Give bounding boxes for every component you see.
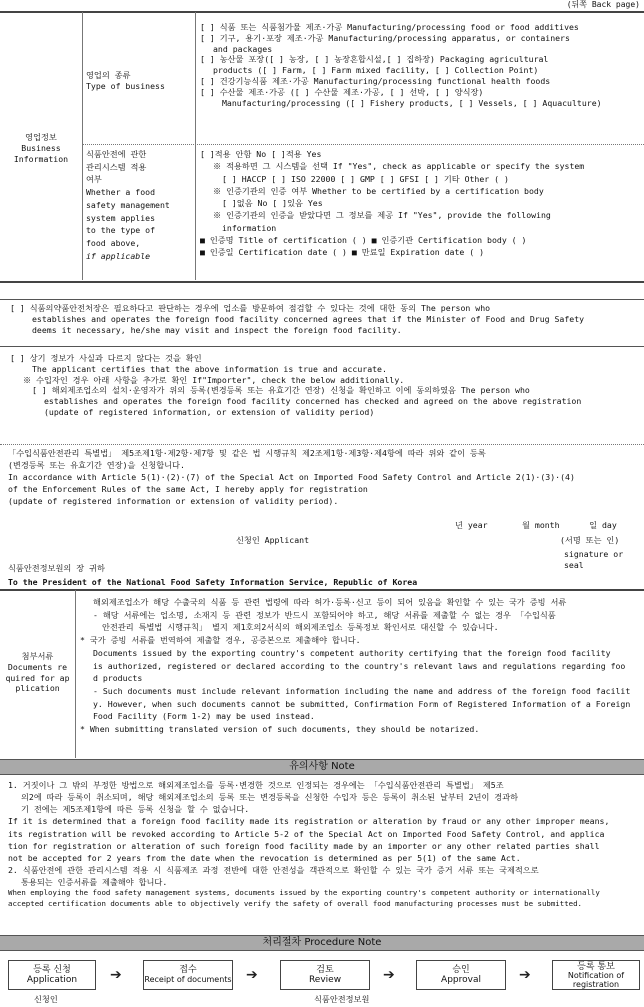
application-statement [8, 448, 642, 507]
top-rule [0, 11, 644, 13]
certify-bottom-rule [0, 444, 644, 445]
food-safety-label-line: Whether a food [86, 187, 156, 198]
business-type-option[interactable]: [ ] 식품 또는 식품첨가물 제조·가공 Manufacturing/processing food or food additives [200, 22, 579, 32]
certification-checkboxes[interactable]: [ ]없음 No [ ]있음 Yes [222, 198, 323, 209]
documents-label [0, 651, 75, 694]
documents-label-line: plication [15, 683, 60, 694]
application-line: (update of registered information or extension of validity period). [8, 495, 339, 506]
business-type-options [200, 22, 644, 109]
application-line: of the Enforcement Rules of the same Act, I hereby apply for registration [8, 483, 368, 494]
note-line: its registration will be revoked according to Article 5-2 of the Special Act on Imported Food Safety Control, and applica [8, 828, 605, 839]
business-type-option-cont: and packages [213, 43, 273, 54]
step-ko: 등록 신청 [33, 965, 71, 975]
arrow-icon: ➔ [383, 967, 395, 983]
arrow-icon: ➔ [519, 967, 531, 983]
business-type-label [86, 70, 194, 92]
note-line: If it is determined that a foreign food facility made its registration or alteration by fraud or any other improper means, [8, 816, 610, 827]
certification-title-body-fields[interactable]: ■ 인증명 Title of certification ( ) ■ 인증기관 Certification body ( ) [200, 235, 527, 246]
note-line: 의2에 따라 등록이 취소되며, 해당 해외제조업소의 등록 또는 변경등록을 신청한 수입자 등은 등록이 취소된 날부터 2년이 경과하 [21, 792, 519, 803]
documents-top-rule [0, 589, 644, 591]
food-safety-label-line: system applies [86, 212, 156, 223]
note-line: 기 전에는 제5조제1항에 따른 등록 신청을 할 수 없습니다. [21, 804, 250, 815]
consent-visit [10, 303, 640, 335]
note-line: accepted certification documents able to objectively verify the safety of overall food manufacturing processes must be submitted. [8, 899, 582, 909]
certification-note: ※ 인증기관의 인증 여부 Whether to be certified by a certification body [213, 185, 544, 196]
application-line: In accordance with Article 5(1)·(2)·(7) of the Special Act on Imported Food Safety Control and Article 2(1)·(3)·(4) [8, 471, 575, 482]
documents-content [80, 596, 642, 736]
business-info-label-ko: 영업정보 [25, 132, 57, 142]
certification-date-fields[interactable]: ■ 인증일 Certification date ( ) ■ 만료일 Expiration date ( ) [200, 247, 485, 258]
step-receipt [143, 960, 233, 990]
business-type-option-cont: Manufacturing/processing ([ ] Fishery products, [ ] Vessels, [ ] Aquaculture) [222, 97, 602, 108]
business-type-option-cont: products ([ ] Farm, [ ] Farm mixed facility, [ ] Collection Point) [213, 65, 539, 76]
application-line: 「수입식품안전관리 특별법」 제5조제1항·제2항·제7항 및 같은 법 시행규칙 제2조제1항·제3항·제4항에 따라 위와 같이 등록 [8, 448, 486, 458]
food-safety-options [200, 148, 644, 259]
addressee-ko: 식품안전정보원의 장 귀하 [8, 563, 105, 573]
documents-line: y. However, when such documents cannot be submitted, Confirmation Form of Registered Information of a Foreign [93, 698, 631, 709]
documents-label-line: quired for ap [5, 672, 70, 683]
step-ko: 승인 [452, 965, 470, 975]
table-bottom-rule [0, 281, 644, 283]
sign-ko[interactable]: (서명 또는 인) [560, 535, 620, 545]
food-safety-label [86, 148, 194, 262]
importer-text: (update of registered information, or extension of validity period) [44, 407, 375, 418]
documents-line: - 해당 서류에는 업소명, 소재지 등 관련 정보가 반드시 포함되어야 하고, 해당 서류를 제출할 수 없는 경우 「수입식품 [93, 609, 556, 620]
documents-label-line: Documents re [7, 661, 68, 672]
food-safety-label-line: safety management [86, 199, 170, 210]
arrow-icon: ➔ [110, 967, 122, 983]
business-type-option[interactable]: [ ] 건강기능식품 제조·가공 Manufacturing/processing functional health foods [200, 76, 551, 87]
documents-col-divider [75, 590, 76, 758]
row-divider [82, 144, 644, 145]
business-info-label [0, 132, 82, 164]
food-safety-note: ※ 적용하면 그 시스템을 선택 If "Yes", check as applicable or specify the system [213, 161, 585, 172]
step-ko: 접수 [179, 965, 197, 975]
certify-checkbox[interactable]: [ ] 상기 정보가 사실과 다르지 않다는 것을 확인 [10, 353, 202, 363]
step-en: Review [308, 975, 342, 986]
documents-line: d products [93, 673, 143, 684]
procedure-title: 처리절차 Procedure Note [0, 935, 644, 951]
step-ko: 검토 [316, 965, 334, 975]
consent-bottom-rule [0, 346, 644, 347]
applicant-label: 신청인 Applicant [236, 535, 310, 545]
actor-agency: 식품안전정보원 [314, 994, 370, 1004]
addressee-en: To the President of the National Food Safety Information Service, Republic of Korea [8, 577, 418, 587]
food-safety-label-line: 관리시스템 적용 [86, 161, 147, 172]
business-type-option[interactable]: [ ] 수산물 제조·가공 ([ ] 수산물 제조·가공, [ ] 선박, [ ] 양식장) [200, 86, 484, 97]
food-safety-system-checkboxes[interactable]: [ ] HACCP [ ] ISO 22000 [ ] GMP [ ] GFSI [ ] 기타 Other ( ) [222, 173, 509, 184]
documents-line: is authorized, registered or declared according to the country's relevant laws and regulations regarding foo [93, 660, 626, 671]
step-en: Notification of registration [567, 971, 625, 989]
documents-line: Documents issued by the exporting country's competent authority certifying that the foreign food facility [93, 647, 611, 658]
food-safety-label-line: if applicable [86, 250, 151, 261]
step-en: Receipt of documents [144, 975, 232, 985]
consent-visit-text: establishes and operates the foreign food facility concerned agrees that if the Minister of Food and Drug Safety [32, 313, 585, 324]
importer-note: ※ 수입자인 경우 아래 사항을 추가로 확인 If"Importer", check the below additionally. [23, 374, 405, 385]
business-type-label-ko: 영업의 종류 [86, 70, 131, 80]
note-line: When employing the food safety management systems, documents issued by the exporting country's competent authority or internationally [8, 888, 600, 898]
business-type-label-en: Type of business [86, 80, 165, 91]
col-divider-2 [195, 12, 196, 280]
documents-line: Food Facility (Form 1-2) may be used instead. [93, 711, 315, 722]
note-line: 통용되는 인증서류를 제출해야 합니다. [21, 877, 168, 888]
sign-en: signature or seal [564, 549, 624, 570]
notes [8, 779, 642, 910]
business-type-option[interactable]: [ ] 농산물 포장([ ] 농장, [ ] 농장혼합시설,[ ] 집하장) Packaging agricultural [200, 54, 549, 65]
col-divider-1 [82, 12, 83, 280]
step-ko: 등록 통보 [577, 962, 615, 972]
note-line: 1. 거짓이나 그 밖의 부정한 방법으로 해외제조업소를 등록·변경한 것으로 인정되는 경우에는 「수입식품안전관리 특별법」 제5조 [8, 780, 504, 790]
note-line: tion for registration or alteration of such foreign food facility made by an importer or any other related parties shall [8, 840, 600, 851]
importer-checkbox[interactable]: [ ] 해외제조업소의 설치·운영자가 위의 등록(변경등록 또는 유효기간 연장) 신청을 확인하고 이에 동의하였음 The person who [32, 385, 530, 396]
certification-info-note-cont: information [222, 222, 277, 233]
actor-applicant: 신청인 [34, 994, 58, 1004]
note-title: 유의사항 Note [0, 759, 644, 775]
step-en: Approval [441, 975, 481, 986]
food-safety-label-line: to the type of [86, 225, 156, 236]
food-safety-label-line: 식품안전에 관한 [86, 149, 147, 159]
note-line: not be accepted for 2 years from the date when the revocation is determined as per 5(1) of the same Act. [8, 852, 521, 863]
documents-line: * 국가 증빙 서류를 번역하여 제출할 경우, 공증본으로 제출해야 합니다. [80, 635, 361, 646]
documents-label-line: 첨부서류 [21, 651, 54, 661]
arrow-icon: ➔ [246, 967, 258, 983]
page-label: (뒤쪽 Back page) [566, 0, 640, 9]
documents-line: * When submitting translated version of such documents, they should be notarized. [80, 724, 480, 735]
certify-block [10, 353, 640, 418]
food-safety-label-line: food above, [86, 237, 141, 248]
consent-top-rule [0, 299, 644, 300]
application-line: (변경등록 또는 유효기간 연장)을 신청합니다. [8, 459, 185, 470]
certification-info-note: ※ 인증기관의 인증을 받았다면 그 정보를 제공 If "Yes", provide the following [213, 210, 551, 221]
documents-line: 해외제조업소가 해당 수출국의 식품 등 관련 법령에 따라 허가·등록·신고 등이 되어 있음을 확인할 수 있는 국가 증빙 서류 [93, 597, 567, 607]
documents-line: 안전관리 특별법 시행규칙」 별지 제1호의2서식의 해외제조업소 등록정보 확인서로 대신할 수 있습니다. [102, 622, 499, 633]
date-line[interactable]: 년 year 월 month 일 day [455, 520, 617, 530]
note-line: 2. 식품안전에 관한 관리시스템 적용 시 식품제조 과정 전반에 대한 안전성을 객관적으로 확인할 수 있는 국가 증거 서류 또는 국제적으로 [8, 864, 539, 875]
business-type-option[interactable]: [ ] 기구, 용기·포장 제조·가공 Manufacturing/processing apparatus, or containers [200, 32, 570, 43]
food-safety-applies-checkboxes[interactable]: [ ]적용 안함 No [ ]적용 Yes [200, 149, 322, 159]
step-review [280, 960, 370, 990]
consent-visit-text: deems it necessary, he/she may visit and inspect the foreign food facility. [32, 324, 402, 335]
importer-text: establishes and operates the foreign food facility concerned has checked and agreed on the above registration [44, 396, 582, 407]
certify-text: The applicant certifies that the above information is true and accurate. [32, 363, 387, 374]
step-notification [552, 960, 640, 990]
consent-visit-checkbox[interactable]: [ ] 식품의약품안전처장은 필요하다고 판단하는 경우에 업소를 방문하여 점검할 수 있다는 것에 대한 동의 The person who [10, 303, 491, 313]
documents-line: - Such documents must include relevant information including the name and address of the foreign food facilit [93, 685, 631, 696]
business-info-label-en: Business Information [13, 142, 69, 164]
food-safety-label-line: 여부 [86, 174, 102, 185]
step-application [8, 960, 96, 990]
step-approval [416, 960, 506, 990]
step-en: Application [26, 975, 78, 986]
